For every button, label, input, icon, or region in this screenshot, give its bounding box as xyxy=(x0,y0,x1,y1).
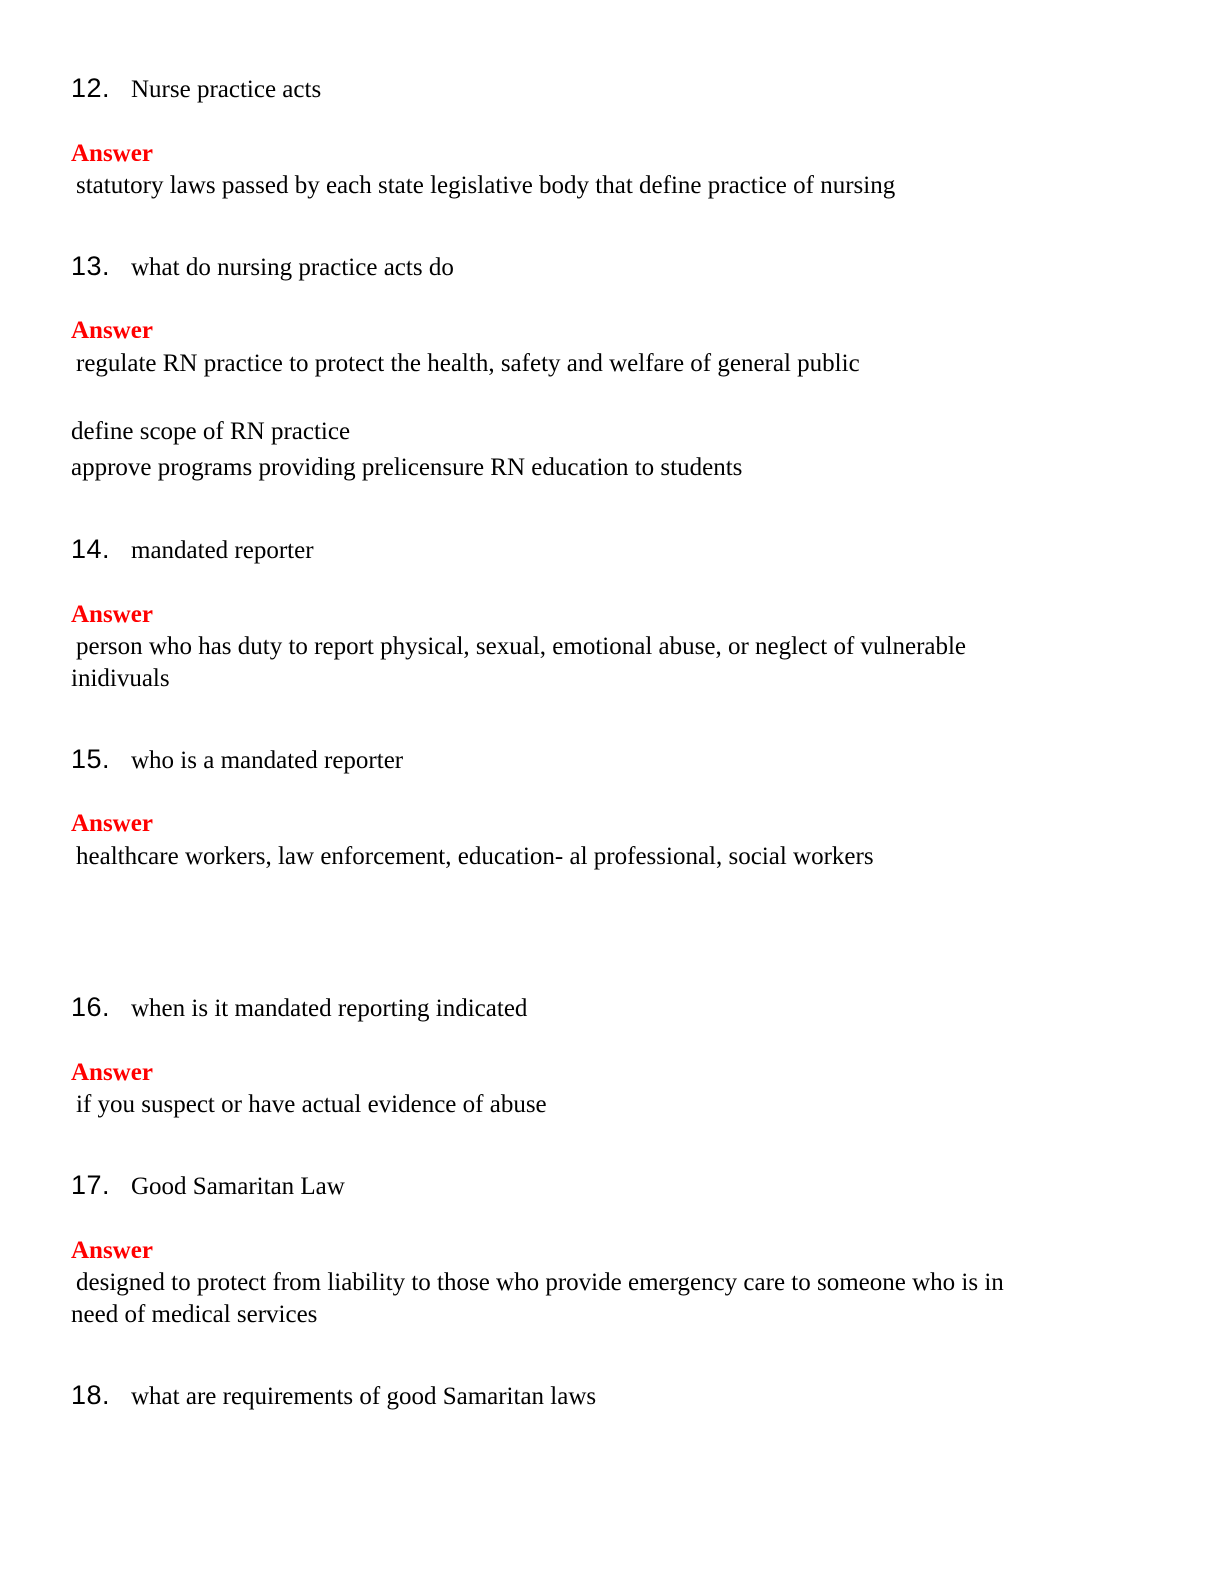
question-text: Good Samaritan Law xyxy=(131,1173,345,1200)
answer-text: healthcare workers, law enforcement, education- al professional, social workers xyxy=(76,843,874,870)
answer-label: Answer xyxy=(71,140,153,167)
question-number: 15. xyxy=(71,744,111,774)
question-text: Nurse practice acts xyxy=(131,76,322,103)
question-number: 14. xyxy=(71,534,111,564)
question-number: 18. xyxy=(71,1380,111,1410)
answer-label: Answer xyxy=(71,810,153,837)
question-number: 12. xyxy=(71,73,111,103)
question-17 xyxy=(71,1170,345,1201)
question-15 xyxy=(71,744,403,775)
answer-text: approve programs providing prelicensure RN education to students xyxy=(71,454,743,481)
question-12 xyxy=(71,73,321,104)
answer-text: define scope of RN practice xyxy=(71,418,351,445)
question-text: who is a mandated reporter xyxy=(131,747,404,774)
question-16 xyxy=(71,992,527,1023)
question-text: what do nursing practice acts do xyxy=(131,254,454,281)
answer-text: designed to protect from liability to those who provide emergency care to someone who is in xyxy=(76,1269,1004,1296)
question-14 xyxy=(71,534,314,565)
answer-text: if you suspect or have actual evidence of abuse xyxy=(76,1091,547,1118)
answer-text: statutory laws passed by each state legislative body that define practice of nursing xyxy=(76,172,896,199)
answer-text: person who has duty to report physical, sexual, emotional abuse, or neglect of vulnerable xyxy=(76,633,967,660)
question-18 xyxy=(71,1380,596,1411)
answer-label: Answer xyxy=(71,317,153,344)
answer-label: Answer xyxy=(71,1237,153,1264)
question-text: mandated reporter xyxy=(131,537,314,564)
answer-label: Answer xyxy=(71,1059,153,1086)
question-number: 17. xyxy=(71,1170,111,1200)
question-text: what are requirements of good Samaritan laws xyxy=(131,1383,597,1410)
answer-text: inidivuals xyxy=(71,665,170,692)
question-number: 13. xyxy=(71,251,111,281)
question-13 xyxy=(71,251,454,282)
answer-text: regulate RN practice to protect the health, safety and welfare of general public xyxy=(76,350,860,377)
question-text: when is it mandated reporting indicated xyxy=(131,995,528,1022)
question-number: 16. xyxy=(71,992,111,1022)
answer-text: need of medical services xyxy=(71,1301,318,1328)
answer-label: Answer xyxy=(71,601,153,628)
